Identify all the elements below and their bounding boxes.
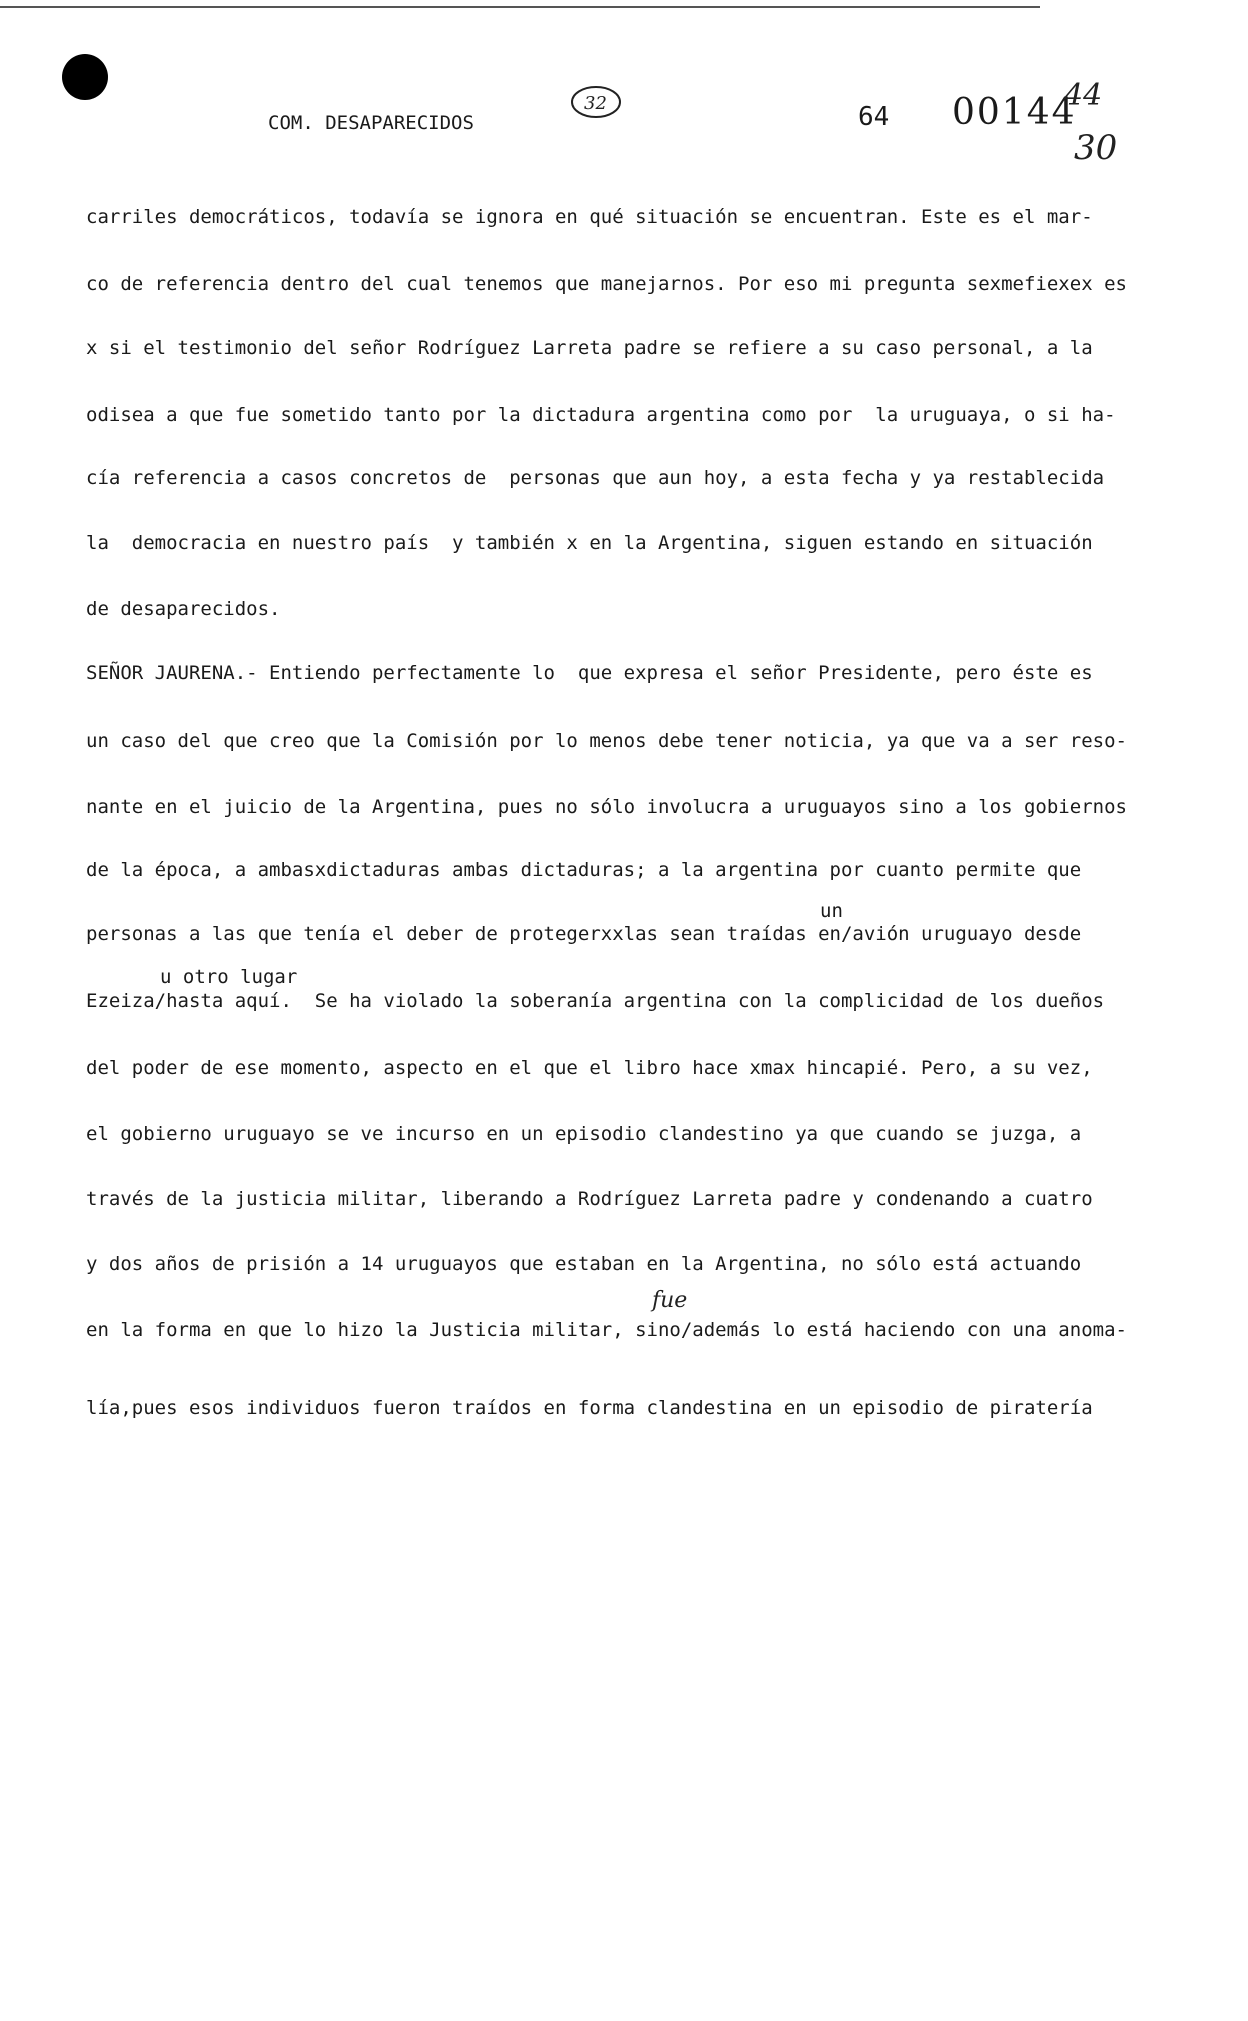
body-line-3: x si el testimonio del señor Rodríguez Larreta padre se refiere a su caso personal, a la <box>86 337 1093 359</box>
punch-hole <box>62 54 108 100</box>
body-line-13: Ezeiza/hasta aquí. Se ha violado la soberanía argentina con la complicidad de los dueños <box>86 990 1105 1012</box>
body-line-18: en la forma en que lo hizo la Justicia militar, sino/además lo está haciendo con una anoma- <box>86 1319 1127 1341</box>
body-line-9: un caso del que creo que la Comisión por lo menos debe tener noticia, ya que va a ser reso- <box>86 730 1127 752</box>
handwritten-insert-fue: fue <box>652 1288 688 1313</box>
handwritten-number-below: 30 <box>1074 128 1118 168</box>
body-line-14: del poder de ese momento, aspecto en el que el libro hace xmax hincapié. Pero, a su vez, <box>86 1057 1093 1079</box>
body-line-11: de la época, a ambasxdictaduras ambas dictaduras; a la argentina por cuanto permite que <box>86 859 1082 881</box>
stamp-number: 32 <box>584 93 607 114</box>
top-border-line <box>0 6 1040 8</box>
body-line-2: co de referencia dentro del cual tenemos que manejarnos. Por eso mi pregunta sexmefiexex es <box>86 273 1127 295</box>
body-line-1: carriles democráticos, todavía se ignora en qué situación se encuentran. Este es el mar- <box>86 206 1093 228</box>
body-line-4: odisea a que fue sometido tanto por la dictadura argentina como por la uruguaya, o si ha- <box>86 404 1116 426</box>
inserted-otro-lugar: u otro lugar <box>160 966 298 988</box>
body-line-6: la democracia en nuestro país y también x en la Argentina, siguen estando en situación <box>86 532 1093 554</box>
document-number: 00144 <box>952 92 1077 133</box>
body-line-17: y dos años de prisión a 14 uruguayos que estaban en la Argentina, no sólo está actuando <box>86 1253 1082 1275</box>
header-title: COM. DESAPARECIDOS <box>268 112 474 134</box>
body-line-10: nante en el juicio de la Argentina, pues no sólo involucra a uruguayos sino a los gobiernos <box>86 796 1127 818</box>
speaker-line: SEÑOR JAURENA.- Entiendo perfectamente lo que expresa el señor Presidente, pero éste es <box>86 662 1093 684</box>
body-line-19: lía,pues esos individuos fueron traídos en forma clandestina en un episodio de piratería <box>86 1397 1093 1419</box>
stamp-icon <box>570 84 622 120</box>
body-line-7: de desaparecidos. <box>86 598 281 620</box>
page-number: 64 <box>858 102 890 132</box>
body-line-5: cía referencia a casos concretos de personas que aun hoy, a esta fecha y ya restablecida <box>86 467 1105 489</box>
body-line-12: personas a las que tenía el deber de protegerxxlas sean traídas en/avión uruguayo desde <box>86 923 1082 945</box>
body-line-16: través de la justicia militar, liberando a Rodríguez Larreta padre y condenando a cuatro <box>86 1188 1093 1210</box>
inserted-un: un <box>820 900 843 922</box>
handwritten-number-top: 44 <box>1064 78 1103 113</box>
body-line-15: el gobierno uruguayo se ve incurso en un episodio clandestino ya que cuando se juzga, a <box>86 1123 1082 1145</box>
